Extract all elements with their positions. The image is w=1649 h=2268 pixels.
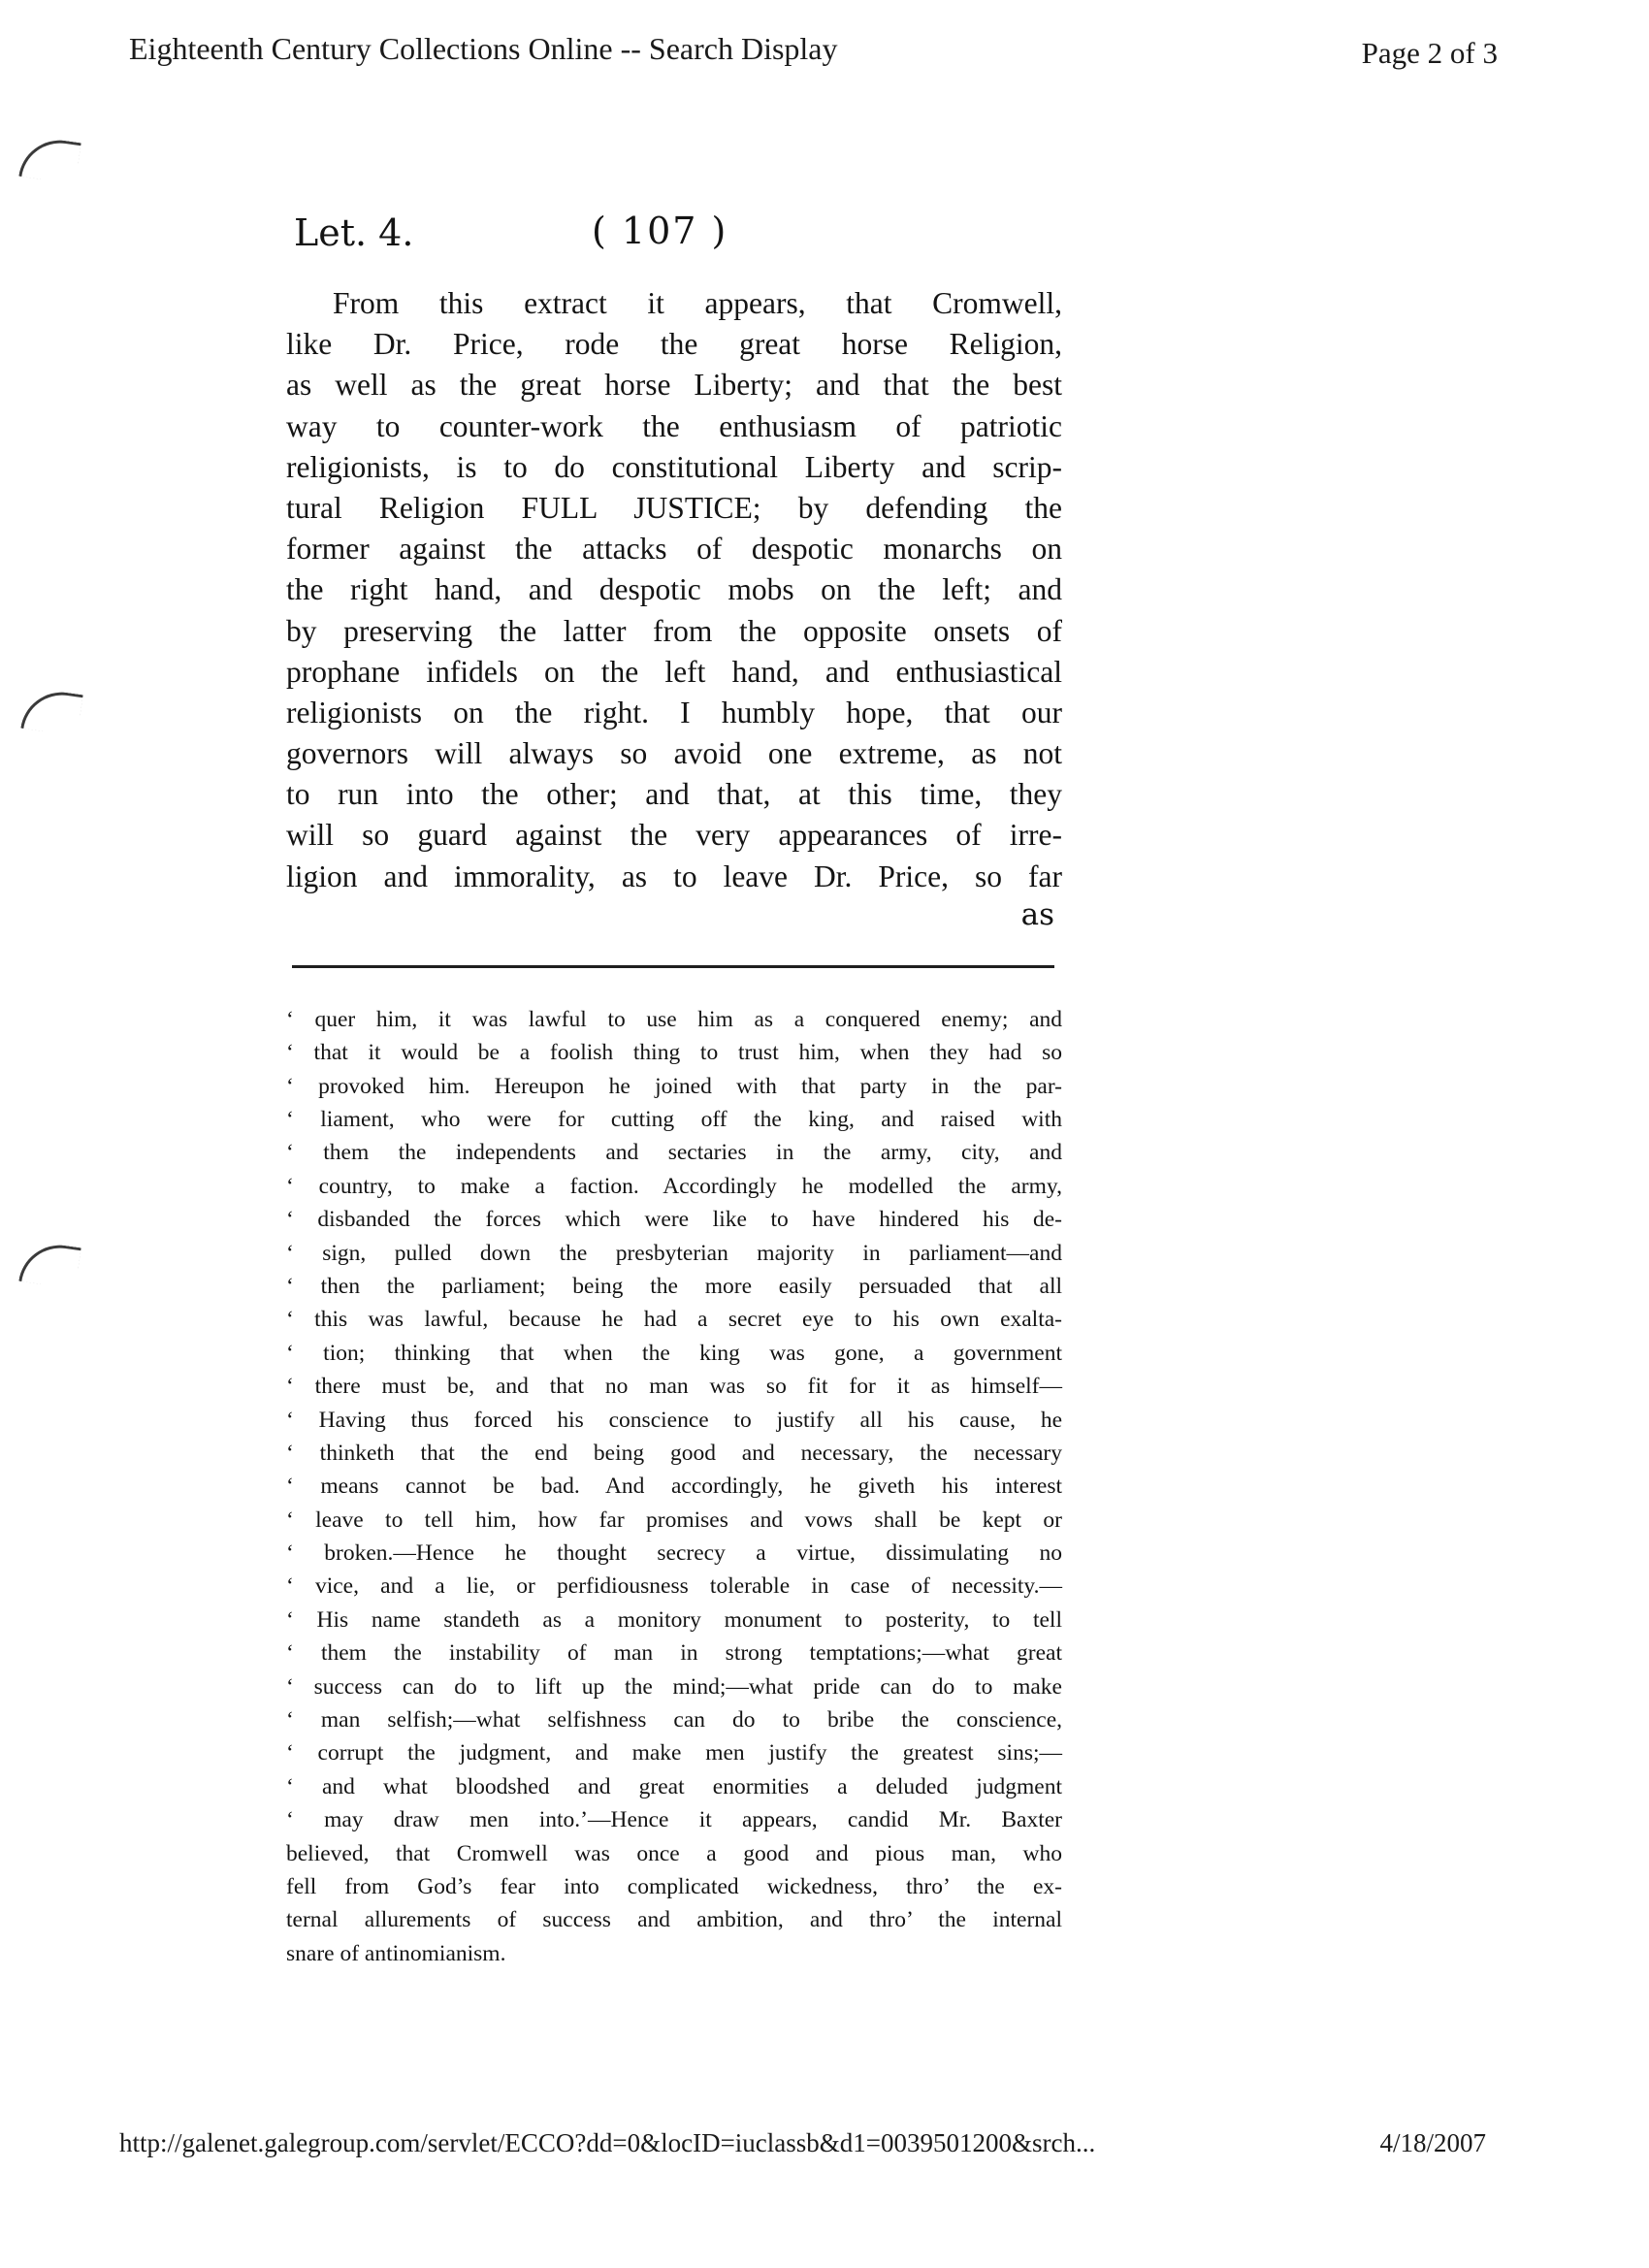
binder-hole-mark (18, 1240, 81, 1289)
letter-number: Let. 4. (294, 211, 414, 254)
footnote-line: ‘ means cannot be bad. And accordingly, he giveth his interest (286, 1474, 1062, 1500)
footnote-line: ‘ vice, and a lie, or perfidiousness tolerable in case of necessity.— (286, 1573, 1062, 1600)
body-text (286, 283, 1062, 897)
footnote-line: ‘ them the independents and sectaries in the army, city, and (286, 1140, 1062, 1166)
footnote-line: ‘ disbanded the forces which were like to have hindered his de- (286, 1207, 1062, 1233)
footnote-line: ‘ country, to make a faction. Accordingly he modelled the army, (286, 1173, 1062, 1199)
footnote-line: ‘ that it would be a foolish thing to trust him, when they had so (286, 1040, 1062, 1066)
footnote-line: ‘ Having thus forced his conscience to justify all his cause, he (286, 1407, 1062, 1433)
footnote-line: ‘ may draw men into.’—Hence it appears, candid Mr. Baxter (286, 1807, 1062, 1833)
binder-hole-mark (18, 135, 81, 184)
body-line: religionists, is to do constitutional Liberty and scrip- (286, 449, 1062, 484)
footnote-line: ‘ man selfish;—what selfishness can do to bribe the conscience, (286, 1707, 1062, 1733)
body-line: religionists on the right. I humbly hope, that our (286, 695, 1062, 729)
body-line: former against the attacks of despotic monarchs on (286, 532, 1062, 567)
footnote-line: ternal allurements of success and ambition, and thro’ the internal (286, 1907, 1062, 1933)
footnote-line: ‘ them the instability of man in strong temptations;—what great (286, 1640, 1062, 1667)
body-line: will so guard against the very appearances of irre- (286, 818, 1062, 853)
page-indicator: Page 2 of 3 (1361, 36, 1498, 70)
footnote-line: ‘ quer him, it was lawful to use him as a conquered enemy; and (286, 1006, 1062, 1032)
footnote-text (286, 1003, 1062, 1970)
footnote-line: ‘ leave to tell him, how far promises and vows shall be kept or (286, 1507, 1062, 1533)
binder-hole-mark (20, 687, 82, 736)
footnote-line: ‘ His name standeth as a monitory monument to posterity, to tell (286, 1606, 1062, 1633)
footnote-line: fell from God’s fear into complicated wickedness, thro’ the ex- (286, 1873, 1062, 1899)
footnote-line: ‘ broken.—Hence he thought secrecy a virtue, dissimulating no (286, 1540, 1062, 1567)
body-line: like Dr. Price, rode the great horse Religion, (286, 327, 1062, 362)
page-number: ( 107 ) (592, 210, 728, 252)
body-line: the right hand, and despotic mobs on the left; and (286, 572, 1062, 607)
catchword-line (286, 897, 1062, 938)
footnote-line: ‘ thinketh that the end being good and necessary, the necessary (286, 1440, 1062, 1466)
footnote-line: ‘ provoked him. Hereupon he joined with that party in the par- (286, 1073, 1062, 1099)
body-line: governors will always so avoid one extreme, as not (286, 736, 1062, 771)
body-line: ligion and immorality, as to leave Dr. Price, so far (286, 859, 1062, 893)
footnote-line: ‘ success can do to lift up the mind;—what pride can do to make (286, 1673, 1062, 1700)
body-line: From this extract it appears, that Cromwell, (333, 286, 1062, 320)
footnote-line: ‘ corrupt the judgment, and make men justify the greatest sins;— (286, 1740, 1062, 1766)
footnote-rule (292, 965, 1054, 968)
source-url: http://galenet.galegroup.com/servlet/ECCO?dd=0&locID=iuclassb&d1=0039501200&srch... (119, 2128, 1096, 2157)
body-line: to run into the other; and that, at this time, they (286, 777, 1062, 812)
footnote-line: ‘ liament, who were for cutting off the king, and raised with (286, 1106, 1062, 1132)
body-line: prophane infidels on the left hand, and enthusiastical (286, 654, 1062, 689)
book-page (286, 204, 1062, 1970)
footnote-line: ‘ then the parliament; being the more easily persuaded that all (286, 1273, 1062, 1299)
footnote-line: snare of antinomianism. (286, 1940, 506, 1966)
running-head (286, 204, 1062, 262)
body-line: by preserving the latter from the opposite onsets of (286, 613, 1062, 648)
footnote-line: believed, that Cromwell was once a good and pious man, who (286, 1840, 1062, 1866)
footnote-line: ‘ tion; thinking that when the king was gone, a government (286, 1340, 1062, 1366)
footnote-line: ‘ there must be, and that no man was so fit for it as himself— (286, 1374, 1062, 1400)
header-title: Eighteenth Century Collections Online -- Search Display (129, 31, 838, 66)
body-line: as well as the great horse Liberty; and that the best (286, 368, 1062, 403)
footnote-line: ‘ and what bloodshed and great enormities a deluded judgment (286, 1773, 1062, 1799)
body-line: tural Religion FULL JUSTICE; by defending the (286, 490, 1062, 525)
body-line: way to counter-work the enthusiasm of patriotic (286, 408, 1062, 443)
footnote-line: ‘ sign, pulled down the presbyterian majority in parliament—and (286, 1240, 1062, 1266)
print-date: 4/18/2007 (1379, 2128, 1486, 2157)
catchword: as (1020, 896, 1054, 932)
footnote-line: ‘ this was lawful, because he had a secret eye to his own exalta- (286, 1307, 1062, 1333)
